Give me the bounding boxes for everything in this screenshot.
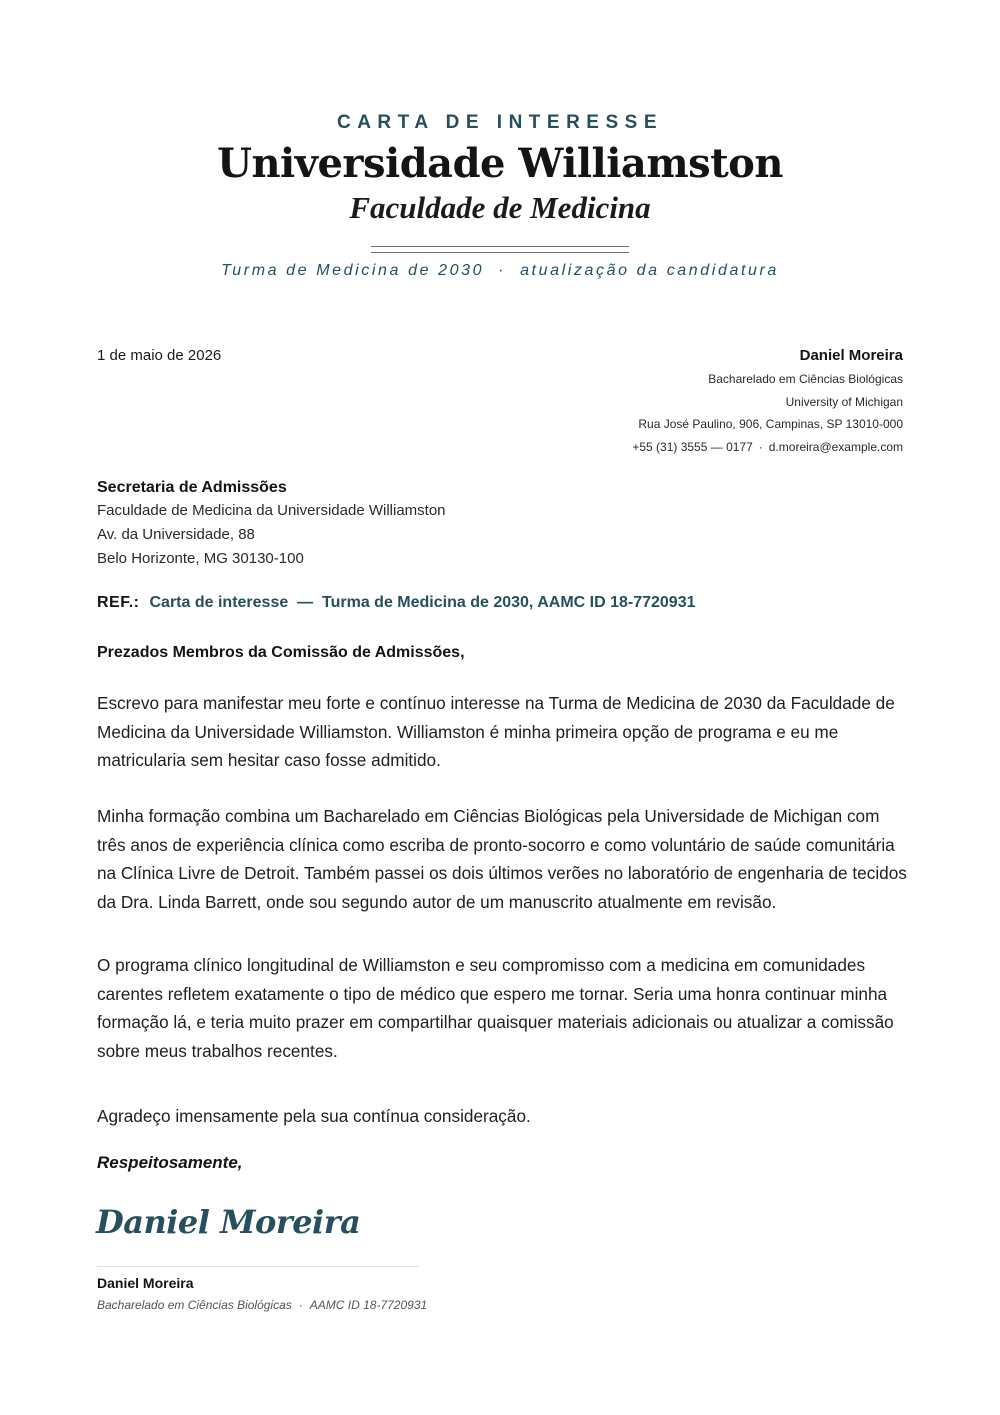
sender-email: d.moreira@example.com — [768, 439, 903, 454]
faculty-name: Faculdade de Medicina — [349, 190, 651, 225]
sender-degree: Bacharelado em Ciências Biológicas — [708, 372, 903, 386]
subtitle-separator: · — [498, 262, 507, 279]
body-paragraph-1: Escrevo para manifestar meu forte e contínuo interesse na Turma de Medicina de 2030 da Faculdade de Medicina da Universidade Williamston. Williamston é minha primeira opção de programa e eu me matricularia sem hesitar caso fosse admitido. — [97, 693, 895, 771]
signatory-separator: · — [298, 1298, 303, 1312]
signatory-aamc: AAMC ID 18-7720931 — [309, 1298, 428, 1312]
letter-date: 1 de maio de 2026 — [97, 347, 222, 364]
recipient-city: Belo Horizonte, MG 30130-100 — [97, 550, 304, 567]
recipient-block — [97, 477, 446, 571]
reference-text: Carta de interesse — Turma de Medicina de 2030, AAMC ID 18-7720931 — [149, 594, 696, 611]
recipient-office: Secretaria de Admissões — [97, 479, 287, 496]
university-name: Universidade Williamston — [217, 140, 783, 187]
sender-address: Rua José Paulino, 906, Campinas, SP 13010-000 — [638, 417, 903, 431]
sender-contact — [632, 436, 903, 459]
sender-phone: +55 (31) 3555 — 0177 — [632, 439, 753, 454]
signature: Daniel Moreira — [96, 1203, 361, 1241]
recipient-institution: Faculdade de Medicina da Universidade Williamston — [97, 502, 446, 519]
body-paragraph-4: Agradeço imensamente pela sua contínua consideração. — [97, 1106, 531, 1126]
signatory-degree: Bacharelado em Ciências Biológicas — [97, 1298, 292, 1312]
contact-separator: · — [758, 439, 763, 454]
subtitle-update: atualização da candidatura — [520, 262, 779, 279]
sender-name: Daniel Moreira — [799, 347, 903, 364]
salutation: Prezados Membros da Comissão de Admissões, — [97, 644, 465, 661]
letter-kicker: CARTA DE INTERESSE — [336, 112, 664, 133]
subtitle-class: Turma de Medicina de 2030 — [221, 262, 485, 279]
reference-line — [97, 594, 696, 612]
reference-label: REF.: — [97, 594, 140, 611]
header-subtitle — [0, 262, 1000, 280]
signatory-meta — [97, 1298, 427, 1312]
body-paragraph-2: Minha formação combina um Bacharelado em Ciências Biológicas pela Universidade de Michigan com três anos de experiência clínica como escriba de pronto-socorro e como voluntário de saúde comunitária na Clínica Livre de Detroit. Também passei os dois últimos verões no laboratório de engenharia de tecidos da Dra. Linda Barrett, onde sou segundo autor de um manuscrito atualmente em revisão. — [97, 806, 907, 912]
closing: Respeitosamente, — [97, 1153, 243, 1172]
signature-rule — [97, 1266, 419, 1267]
sender-block — [632, 347, 903, 458]
recipient-street: Av. da Universidade, 88 — [97, 526, 255, 543]
header-divider — [371, 246, 629, 253]
sender-school: University of Michigan — [785, 394, 903, 409]
body-paragraph-3: O programa clínico longitudinal de Williamston e seu compromisso com a medicina em comunidades carentes refletem exatamente o tipo de médico que espero me tornar. Seria uma honra continuar minha formação lá, e teria muito prazer em compartilhar quaisquer materiais adicionais ou atualizar a comissão sobre meus trabalhos recentes. — [97, 955, 894, 1061]
signatory-name: Daniel Moreira — [97, 1275, 194, 1291]
